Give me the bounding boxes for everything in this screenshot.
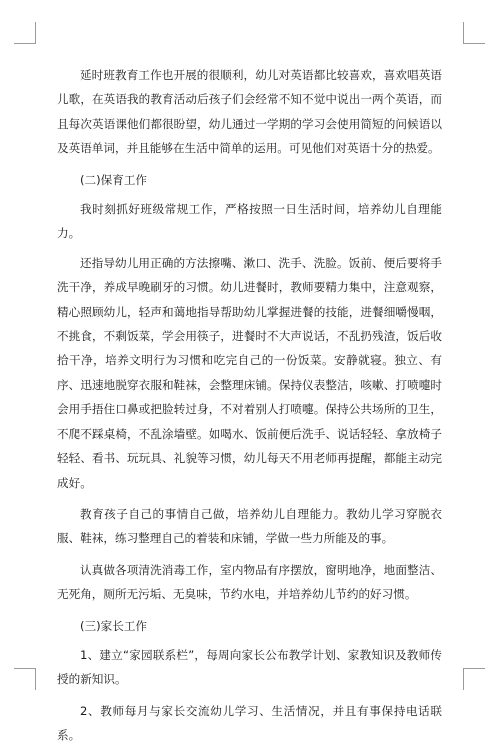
list-item-monthly-communication: 2、教师每月与家长交流幼儿学习、生活情况，并且有事保持电话联系。 — [57, 703, 442, 743]
crop-mark-bottom-right-horizontal — [463, 668, 485, 669]
paragraph-cleaning: 认真做各项清洗消毒工作，室内物品有序摆放，窗明地净，地面整洁、无死角，厕所无污垢、无臭味，节约水电，并培养幼儿节约的好习惯。 — [57, 562, 442, 602]
crop-mark-top-left-horizontal — [14, 43, 36, 44]
crop-mark-top-right-vertical — [463, 22, 464, 44]
heading-parent-work: (三)家长工作 — [80, 618, 148, 633]
crop-mark-bottom-right-vertical — [463, 668, 464, 690]
crop-mark-bottom-left-horizontal — [14, 668, 36, 669]
crop-mark-bottom-left-vertical — [35, 668, 36, 690]
crop-mark-top-left-vertical — [35, 22, 36, 44]
crop-mark-top-right-horizontal — [463, 43, 485, 44]
paragraph-english-education: 延时班教育工作也开展的很顺利，幼儿对英语都比较喜欢，喜欢唱英语儿歌，在英语我的教育活动后孩子们会经常不知不觉中说出一两个英语，而且每次英语课他们都很盼望，幼儿通过一学期的学习会使用简短的问候语以及英语单词，并且能够在生活中简单的运用。可见他们对英语十分的热爱。 — [57, 68, 442, 156]
paragraph-routine-work: 我时刻抓好班级常规工作，严格按照一日生活时间，培养幼儿自理能力。 — [57, 202, 442, 241]
document-body — [57, 63, 442, 755]
heading-care-work: (二)保育工作 — [80, 172, 148, 187]
paragraph-self-care: 教育孩子自己的事情自己做，培养幼儿自理能力。教幼儿学习穿脱衣服、鞋袜，练习整理自己的着装和床铺，学做一些力所能及的事。 — [57, 506, 442, 546]
list-item-contact-board: 1、建立“家园联系栏”，每周向家长公布教学计划、家教知识及教师传授的新知识。 — [57, 647, 442, 687]
paragraph-hygiene-habits: 还指导幼儿用正确的方法擦嘴、漱口、洗手、洗脸。饭前、便后要将手洗干净，养成早晚刷牙的习惯。幼儿进餐时，教师要精力集中，注意观察，精心照顾幼儿，轻声和蔼地指导帮助幼儿掌握进餐的技能，进餐细嚼慢咽，不挑食，不剩饭菜，学会用筷子，进餐时不大声说话，不乱扔残渣，饭后收拾干净，培养文明行为习惯和吃完自己的一份饭菜。安静就寝。独立、有序、迅速地脱穿衣服和鞋袜，会整理床铺。保持仪表整洁，咳嗽、打喷嚏时会用手捂住口鼻或把脸转过身，不对着别人打喷嚏。保持公共场所的卫生，不爬不踩桌椅，不乱涂墙壁。如喝水、饭前便后洗手、说话轻轻、拿放椅子轻轻、看书、玩玩具、礼貌等习惯，幼儿每天不用老师再提醒，都能主动完成好。 — [57, 255, 442, 490]
